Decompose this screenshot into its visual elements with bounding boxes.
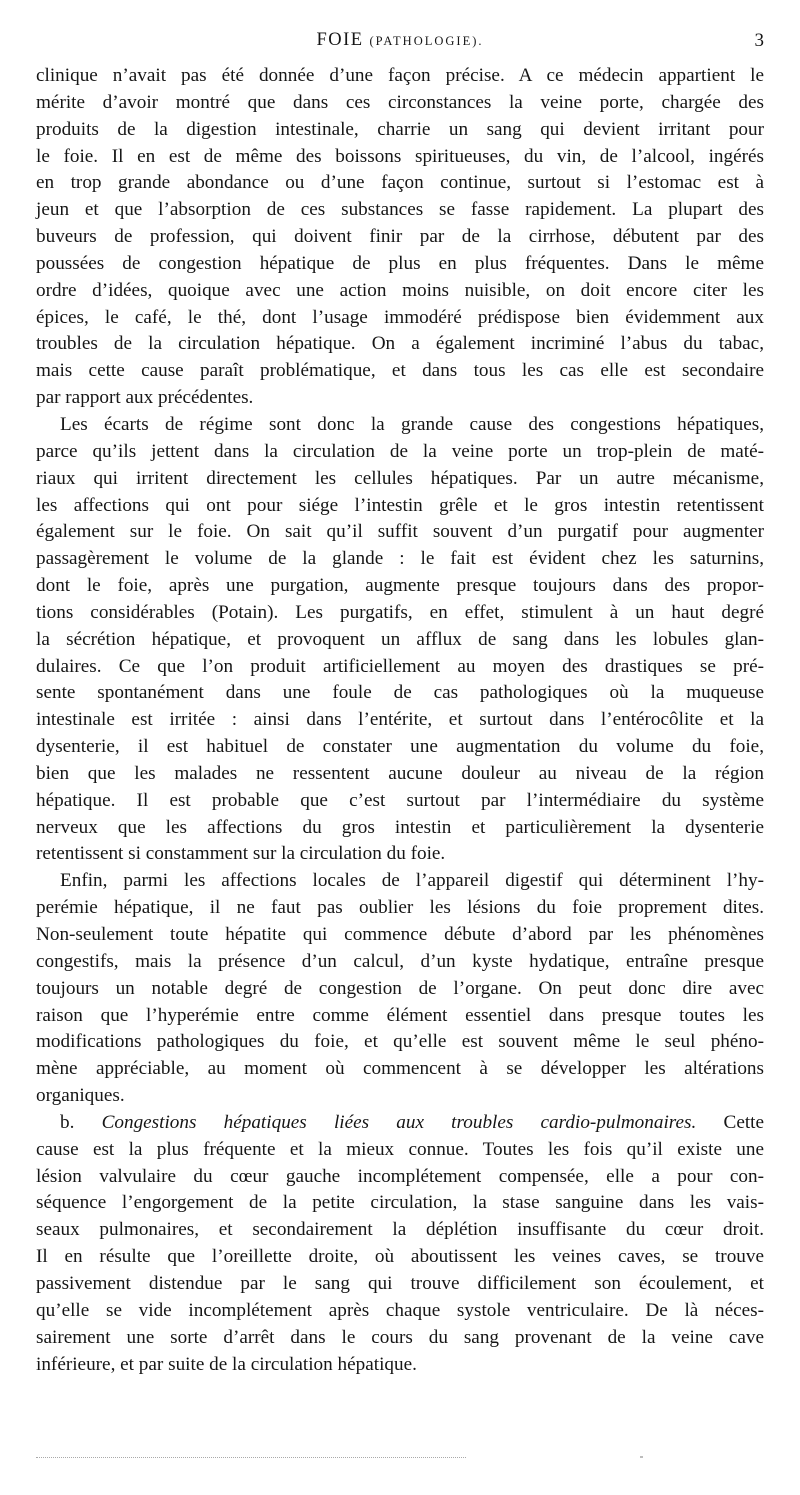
text-line: jeun et que l’absorption de ces substances se fasse rapidement. La plupart des: [36, 199, 764, 221]
text-line: hépatique. Il est probable que c’est surtout par l’intermédiaire du système: [36, 789, 764, 811]
text-line: qu’elle se vide incomplétement après chaque systole ventriculaire. De là néces-: [36, 1299, 764, 1321]
text-line: riaux qui irritent directement les cellules hépatiques. Par un autre mécanisme,: [36, 467, 764, 489]
section-heading: Congestions hépatiques liées aux troubles cardio-pulmonaires.: [101, 1111, 697, 1133]
text-line: modifications pathologiques du foie, et qu’elle est souvent même le seul phéno-: [36, 1031, 764, 1053]
running-head: [36, 30, 764, 58]
text-line: perémie hépatique, il ne faut pas oublier les lésions du foie proprement dites.: [36, 897, 764, 919]
text-line: sente spontanément dans une foule de cas pathologiques où la muqueuse: [36, 682, 764, 704]
body-text: [36, 63, 764, 1378]
text-line: toujours un notable degré de congestion de l’organe. On peut donc dire avec: [36, 977, 764, 999]
text-line: cause est la plus fréquente et la mieux connue. Toutes les fois qu’il existe une: [36, 1138, 764, 1160]
text-line: la sécrétion hépatique, et provoquent un afflux de sang dans les lobules glan-: [36, 628, 764, 650]
text-line: seaux pulmonaires, et secondairement la déplétion insuffisante du cœur droit.: [36, 1219, 764, 1241]
page-number: 3: [754, 30, 764, 51]
text-line: Enfin, parmi les affections locales de l’appareil digestif qui déterminent l’hy-: [60, 870, 764, 892]
footer-rule: [36, 1457, 466, 1458]
text-line: mène appréciable, au moment où commencent à se développer les altérations: [36, 1058, 764, 1080]
text-line: passivement distendue par le sang qui trouve difficilement son écoulement, et: [36, 1272, 764, 1294]
text-line: Il en résulte que l’oreillette droite, où aboutissent les veines caves, se trouve: [36, 1246, 764, 1268]
text-line: clinique n’avait pas été donnée d’une façon précise. A ce médecin appartient le: [36, 65, 764, 86]
text-line: retentissent si constamment sur la circulation du foie.: [36, 843, 446, 865]
text-line: épices, le café, le thé, dont l’usage immodéré prédispose bien évidemment aux: [36, 306, 764, 328]
text-line: dulaires. Ce que l’on produit artificiellement au moyen des drastiques se pré-: [36, 655, 764, 677]
running-title-main: FOIE: [316, 30, 364, 50]
text-line: en trop grande abondance ou d’une façon continue, surtout si l’estomac est à: [36, 172, 764, 194]
text-line: dont le foie, après une purgation, augmente presque toujours dans des propor-: [36, 575, 764, 597]
text-line: mérite d’avoir montré que dans ces circonstances la veine porte, chargée des: [36, 91, 764, 113]
text-line: par rapport aux précédentes.: [36, 387, 254, 409]
section-heading-continuation: Cette: [723, 1111, 765, 1133]
text-line: sairement une sorte d’arrêt dans le cours du sang provenant de la veine cave: [36, 1326, 764, 1348]
text-line: congestifs, mais la présence d’un calcul, d’un kyste hydatique, entraîne presque: [36, 950, 764, 972]
footer-mark: [640, 1456, 643, 1458]
text-line: parce qu’ils jettent dans la circulation de la veine porte un trop-plein de maté-: [36, 440, 764, 462]
text-line: également sur le foie. On sait qu’il suffit souvent d’un purgatif pour augmenter: [36, 521, 764, 543]
running-title-sub: (PATHOLOGIE).: [369, 34, 484, 48]
text-line: intestinale est irritée : ainsi dans l’entérite, et surtout dans l’entérocôlite et la: [36, 709, 764, 731]
text-line: le foie. Il en est de même des boissons spiritueuses, du vin, de l’alcool, ingérés: [36, 145, 764, 167]
text-line: bien que les malades ne ressentent aucune douleur au niveau de la région: [36, 762, 764, 784]
text-line: raison que l’hyperémie entre comme élément essentiel dans presque toutes les: [36, 1004, 764, 1026]
text-line: Non-seulement toute hépatite qui commence débute d’abord par les phénomènes: [36, 924, 764, 945]
text-line: buveurs de profession, qui doivent finir par de la cirrhose, débutent par des: [36, 226, 764, 248]
text-line: les affections qui ont pour siége l’intestin grêle et le gros intestin retentissent: [36, 494, 764, 516]
section-letter: b.: [60, 1111, 75, 1133]
text-line: inférieure, et par suite de la circulation hépatique.: [36, 1353, 417, 1375]
section-heading-line: [36, 1110, 764, 1137]
text-line: nerveux que les affections du gros intestin et particulièrement la dysenterie: [36, 816, 764, 838]
text-line: Les écarts de régime sont donc la grande cause des congestions hépatiques,: [60, 413, 764, 435]
text-line: ordre d’idées, quoique avec une action moins nuisible, on doit encore citer les: [36, 279, 764, 301]
text-line: produits de la digestion intestinale, charrie un sang qui devient irritant pour: [36, 118, 764, 140]
text-line: lésion valvulaire du cœur gauche incomplétement compensée, elle a pour con-: [36, 1165, 764, 1187]
text-line: tions considérables (Potain). Les purgatifs, en effet, stimulent à un haut degré: [36, 601, 764, 623]
text-line: troubles de la circulation hépatique. On a également incriminé l’abus du tabac,: [36, 333, 764, 355]
text-line: poussées de congestion hépatique de plus en plus fréquentes. Dans le même: [36, 252, 764, 274]
text-line: mais cette cause paraît problématique, et dans tous les cas elle est secondaire: [36, 360, 764, 382]
text-line: organiques.: [36, 1085, 125, 1107]
running-title: [36, 30, 764, 51]
text-line: dysenterie, il est habituel de constater une augmentation du volume du foie,: [36, 736, 764, 758]
text-line: séquence l’engorgement de la petite circulation, la stase sanguine dans les vais-: [36, 1192, 764, 1214]
text-line: passagèrement le volume de la glande : le fait est évident chez les saturnins,: [36, 548, 764, 570]
